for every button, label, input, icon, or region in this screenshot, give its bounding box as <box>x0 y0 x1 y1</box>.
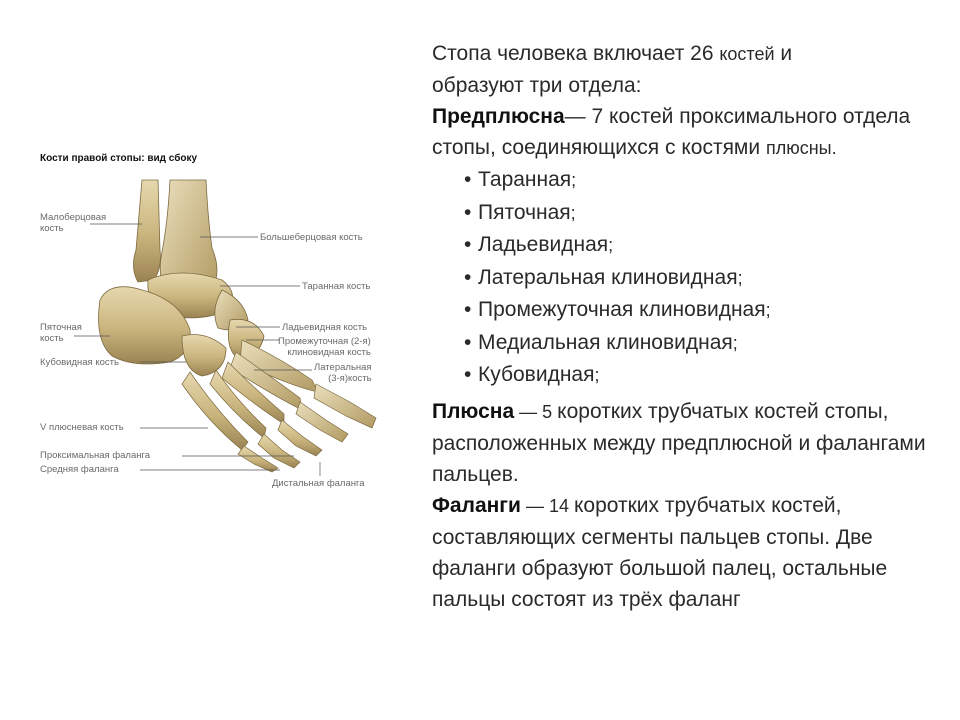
list-item-sep: ; <box>571 170 577 190</box>
tarsus-dash: — 7 <box>564 105 610 128</box>
tarsus-end: плюсны. <box>765 138 837 158</box>
list-item <box>464 262 947 295</box>
label-talus: Таранная кость <box>302 281 371 292</box>
list-item-sep: ; <box>737 267 743 288</box>
intro-text-a: Стопа человека включает 26 <box>432 42 720 65</box>
label-fifth-metatarsal: V плюсневая кость <box>40 422 124 433</box>
list-item-sep: ; <box>608 235 614 255</box>
list-item <box>464 164 947 197</box>
list-item <box>464 229 947 262</box>
foot-skeleton-illustration <box>30 140 400 500</box>
list-item <box>464 294 947 327</box>
phalanges-dash: — 14 <box>520 495 574 516</box>
description-text <box>432 38 947 615</box>
label-calcaneus: Пяточная кость <box>40 322 82 344</box>
tarsus-paragraph <box>432 101 947 164</box>
fibula-bone <box>133 180 160 282</box>
metatarsus-term: Плюсна <box>432 399 515 423</box>
label-navicular: Ладьевидная кость <box>282 322 368 333</box>
list-item-sep: ; <box>732 332 738 353</box>
label-fibula: Малоберцовая кость <box>40 212 107 234</box>
foot-bones-figure <box>30 140 400 500</box>
phalanges-paragraph <box>432 490 947 615</box>
tarsus-term: Предплюсна <box>432 105 565 128</box>
tarsal-bones-list <box>432 164 947 392</box>
list-item <box>464 197 947 230</box>
phalanges-term: Фаланги <box>432 493 521 517</box>
list-item-label: Таранная <box>478 168 572 191</box>
phalanges-definition: коротких трубчатых костей, составляющих сегменты пальцев стопы. Две фаланги образуют большой палец, остальные пальцы состоят из трёх фаланг <box>432 493 888 611</box>
list-item <box>464 359 947 392</box>
label-distal-phalanx: Дистальная фаланга <box>272 478 365 489</box>
tarsus-definition: костей проксимального отдела стопы, соединяющихся с костями <box>432 105 911 159</box>
cuboid-bone <box>182 335 226 377</box>
intro-paragraph <box>432 38 947 101</box>
intro-text-b: костей <box>719 44 775 64</box>
label-tibia: Большеберцовая кость <box>260 232 363 243</box>
metatarsus-definition: коротких трубчатых костей стопы, расположенных между предплюсной и фалангами пальцев. <box>432 399 926 486</box>
list-item-sep: ; <box>594 365 600 385</box>
list-item <box>464 327 947 360</box>
figure-caption: Кости правой стопы: вид сбоку <box>40 153 198 164</box>
list-item-label: Латеральная клиновидная <box>478 265 738 289</box>
metatarsus-paragraph <box>432 396 947 490</box>
intro-text-d: образуют три отдела: <box>432 74 642 97</box>
list-item-label: Пяточная <box>478 200 571 224</box>
intro-text-c: и <box>774 42 793 65</box>
list-item-label: Промежуточная клиновидная <box>478 298 766 321</box>
label-proximal-phalanx: Проксимальная фаланга <box>40 450 151 461</box>
list-item-label: Медиальная клиновидная <box>478 330 733 354</box>
list-item-label: Ладьевидная <box>478 233 609 256</box>
list-item-sep: ; <box>570 202 576 223</box>
label-lateral-cuneiform: Латеральная (3-я)кость <box>314 362 372 384</box>
metatarsus-dash: — 5 <box>514 401 558 422</box>
list-item-label: Кубовидная <box>478 363 595 386</box>
label-cuboid: Кубовидная кость <box>40 357 119 368</box>
label-middle-phalanx: Средняя фаланга <box>40 464 119 475</box>
label-intermediate-cuneiform: Промежуточная (2-я) клиновидная кость <box>278 336 371 358</box>
list-item-sep: ; <box>765 300 771 320</box>
